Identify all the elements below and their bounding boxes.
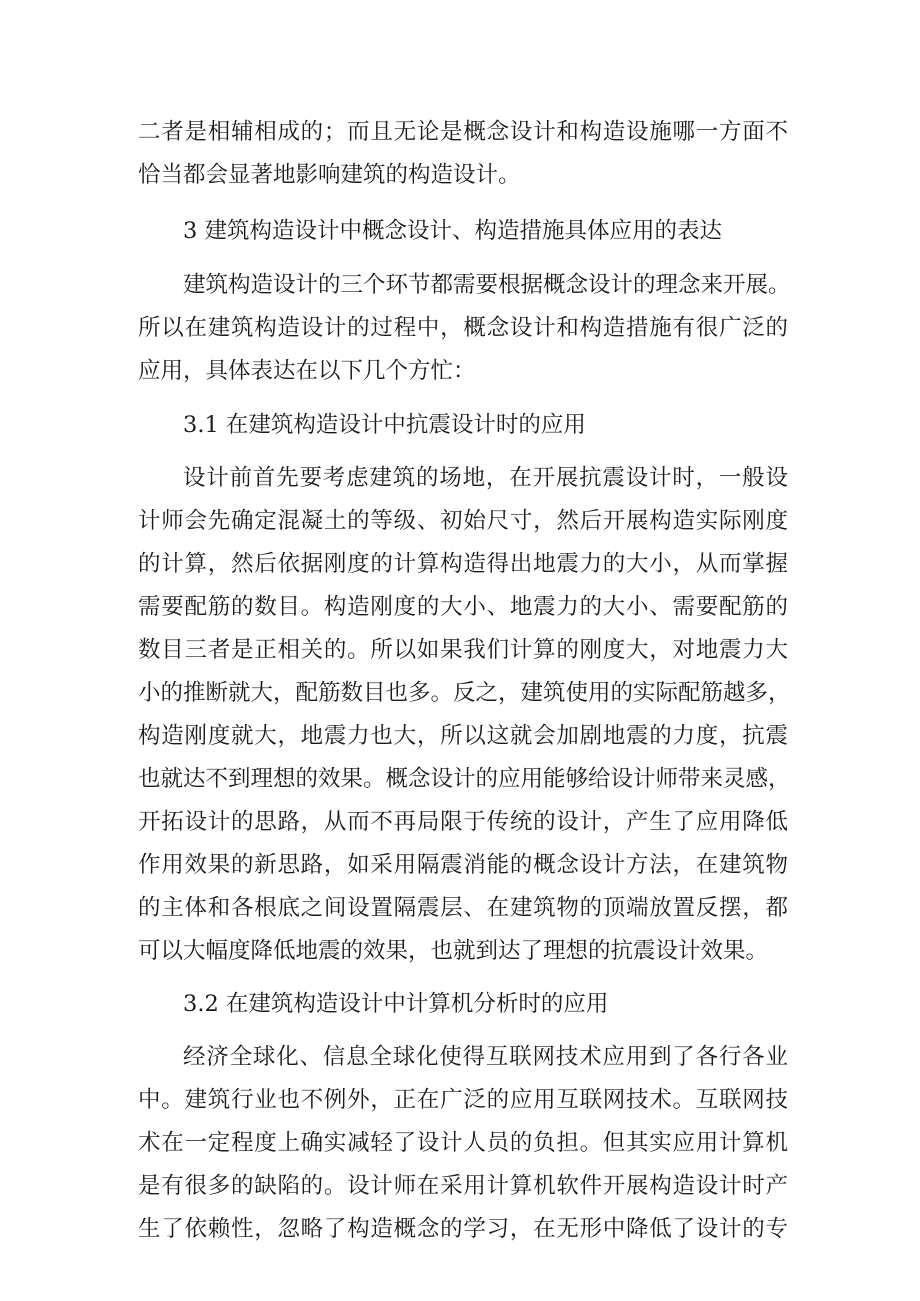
paragraph-line: 的计算，然后依据刚度的计算构造得出地震力的大小，从而掌握 [138, 551, 788, 577]
paragraph-line: 数目三者是正相关的。所以如果我们计算的刚度大，对地震力大 [138, 637, 788, 663]
paragraph-line: 构造刚度就大，地震力也大，所以这就会加剧地震的力度，抗震 [138, 723, 788, 749]
paragraph-line: 计师会先确定混凝土的等级、初始尺寸，然后开展构造实际刚度 [138, 508, 788, 534]
paragraph-line: 生了依赖性，忽略了构造概念的学习，在无形中降低了设计的专 [138, 1216, 788, 1242]
paragraph-line: 经济全球化、信息全球化使得互联网技术应用到了各行各业 [183, 1044, 788, 1070]
subsection-heading: 3.2 在建筑构造设计中计算机分析时的应用 [183, 991, 609, 1017]
paragraph-line: 应用，具体表达在以下几个方忙： [138, 358, 476, 384]
section-heading: 3 建筑构造设计中概念设计、构造措施具体应用的表达 [183, 218, 722, 244]
paragraph-line: 需要配筋的数目。构造刚度的大小、地震力的大小、需要配筋的 [138, 594, 788, 620]
paragraph-line: 术在一定程度上确实减轻了设计人员的负担。但其实应用计算机 [138, 1130, 788, 1156]
paragraph-line: 设计前首先要考虑建筑的场地，在开展抗震设计时，一般设 [183, 465, 788, 491]
paragraph-line: 也就达不到理想的效果。概念设计的应用能够给设计师带来灵感， [138, 766, 791, 792]
paragraph-line: 二者是相辅相成的；而且无论是概念设计和构造设施哪一方面不 [138, 119, 788, 145]
paragraph-line: 小的推断就大，配筋数目也多。反之，建筑使用的实际配筋越多， [138, 680, 791, 706]
paragraph-line: 是有很多的缺陷的。设计师在采用计算机软件开展构造设计时产 [138, 1173, 788, 1199]
paragraph-line: 开拓设计的思路，从而不再局限于传统的设计，产生了应用降低 [138, 809, 788, 835]
paragraph-line: 的主体和各根底之间设置隔震层、在建筑物的顶端放置反摆，都 [138, 895, 788, 921]
subsection-heading: 3.1 在建筑构造设计中抗震设计时的应用 [183, 412, 586, 438]
paragraph-line: 可以大幅度降低地震的效果，也就到达了理想的抗震设计效果。 [138, 938, 769, 964]
paragraph-line: 中。建筑行业也不例外，正在广泛的应用互联网技术。互联网技 [138, 1087, 788, 1113]
paragraph-line: 恰当都会显著地影响建筑的构造设计。 [138, 162, 521, 188]
paragraph-line: 建筑构造设计的三个环节都需要根据概念设计的理念来开展。 [183, 272, 791, 298]
paragraph-line: 作用效果的新思路，如采用隔震消能的概念设计方法，在建筑物 [138, 852, 788, 878]
paragraph-line: 所以在建筑构造设计的过程中，概念设计和构造措施有很广泛的 [138, 315, 788, 341]
